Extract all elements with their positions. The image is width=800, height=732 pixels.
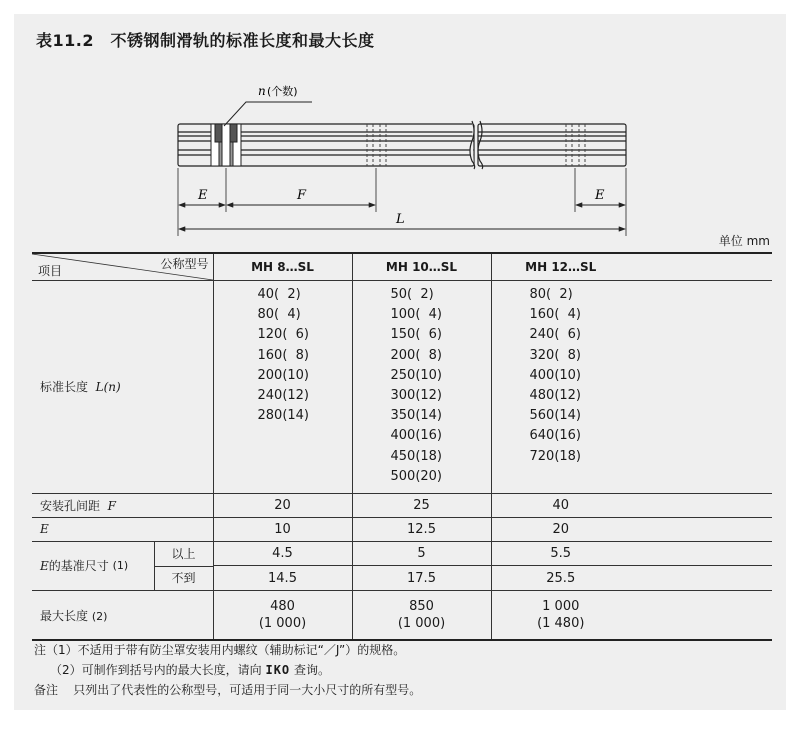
n-label: n — [258, 84, 266, 98]
e-row — [32, 517, 772, 541]
rail-body-right — [478, 124, 626, 166]
iko-brand: IKO — [265, 663, 291, 677]
max-mh12: 1 000 (1 480) — [491, 590, 630, 640]
note-2: （2）可制作到括号内的最大长度，请向 IKO 查询。 — [50, 663, 331, 677]
col-header-mh12: MH 12…SL — [491, 253, 630, 281]
col-header-mh10: MH 10…SL — [352, 253, 491, 281]
e-lower-mh8: 14.5 — [213, 566, 352, 591]
header-row — [32, 253, 772, 281]
e-mh10: 12.5 — [352, 517, 491, 541]
remark: 备注 只列出了代表性的公称型号，可适用于同一大小尺寸的所有型号。 — [34, 683, 422, 697]
e-upper-label: 以上 — [155, 542, 213, 567]
e-mh12: 20 — [491, 517, 630, 541]
header-diagonal-cell — [32, 253, 213, 281]
e-lower-mh10: 17.5 — [352, 566, 491, 591]
max-length-label: 最大长度 — [40, 608, 89, 623]
notes — [34, 640, 421, 700]
mounting-hole-section — [211, 124, 241, 166]
e-upper-mh8: 4.5 — [213, 541, 352, 566]
pitch-symbol: F — [107, 498, 116, 513]
e-base-label-cell — [32, 541, 213, 590]
note-1: 注（1）不适用于带有防尘罩安装用内螺纹（辅助标记“／J”）的规格。 — [34, 643, 406, 657]
e-mh8: 10 — [213, 517, 352, 541]
e-upper-mh10: 5 — [352, 541, 491, 566]
pitch-mh8: 20 — [213, 493, 352, 517]
std-length-row — [32, 281, 772, 494]
max-length-note: (2) — [91, 609, 108, 623]
max-mh10: 850 (1 000) — [352, 590, 491, 640]
hidden-holes — [367, 124, 585, 166]
std-length-label-cell — [32, 281, 213, 494]
dim-e-right: E — [595, 188, 605, 203]
std-lengths-mh12: 80( 2) 160( 4) 240( 6) 320( 8) 400(10) 480(12) 560(14) 640(16) 720(18) — [491, 281, 630, 494]
e-lower-label: 不到 — [171, 570, 196, 585]
pitch-mh12: 40 — [491, 493, 630, 517]
max-mh8: 480 (1 000) — [213, 590, 352, 640]
pitch-label: 安装孔间距 — [40, 498, 101, 513]
pitch-mh10: 25 — [352, 493, 491, 517]
e-upper-mh12: 5.5 — [491, 541, 630, 566]
e-upper-row — [32, 541, 772, 566]
dim-e-left: E — [198, 188, 208, 203]
max-length-row — [32, 590, 772, 640]
unit-label: 单位 mm — [718, 234, 770, 248]
table-title: 表11.2 不锈钢制滑轨的标准长度和最大长度 — [36, 31, 375, 50]
header-item-label: 项目 — [38, 264, 63, 278]
n-note: (个数) — [267, 85, 298, 98]
e-lower-mh12: 25.5 — [491, 566, 630, 591]
e-base-label: 的基准尺寸 — [48, 559, 109, 574]
header-model-label: 公称型号 — [160, 257, 209, 271]
std-lengths-mh10: 50( 2) 100( 4) 150( 6) 200( 8) 250(10) 300(12) 350(14) 400(16) 450(18) 500(20) — [352, 281, 491, 494]
dim-f: F — [297, 188, 307, 203]
pitch-row — [32, 493, 772, 517]
e-base-note: (1) — [112, 559, 129, 573]
rail-drawing — [0, 0, 800, 240]
col-header-mh8: MH 8…SL — [213, 253, 352, 281]
std-length-symbol: L(n) — [95, 380, 121, 395]
spec-table — [32, 252, 772, 641]
std-lengths-mh8: 40( 2) 80( 4) 120( 6) 160( 8) 200(10) 240(12) 280(14) — [213, 281, 352, 494]
dim-l: L — [396, 212, 405, 227]
std-length-label: 标准长度 — [40, 380, 89, 395]
e-label: E — [40, 522, 49, 537]
e-base-symbol: E — [40, 558, 49, 573]
